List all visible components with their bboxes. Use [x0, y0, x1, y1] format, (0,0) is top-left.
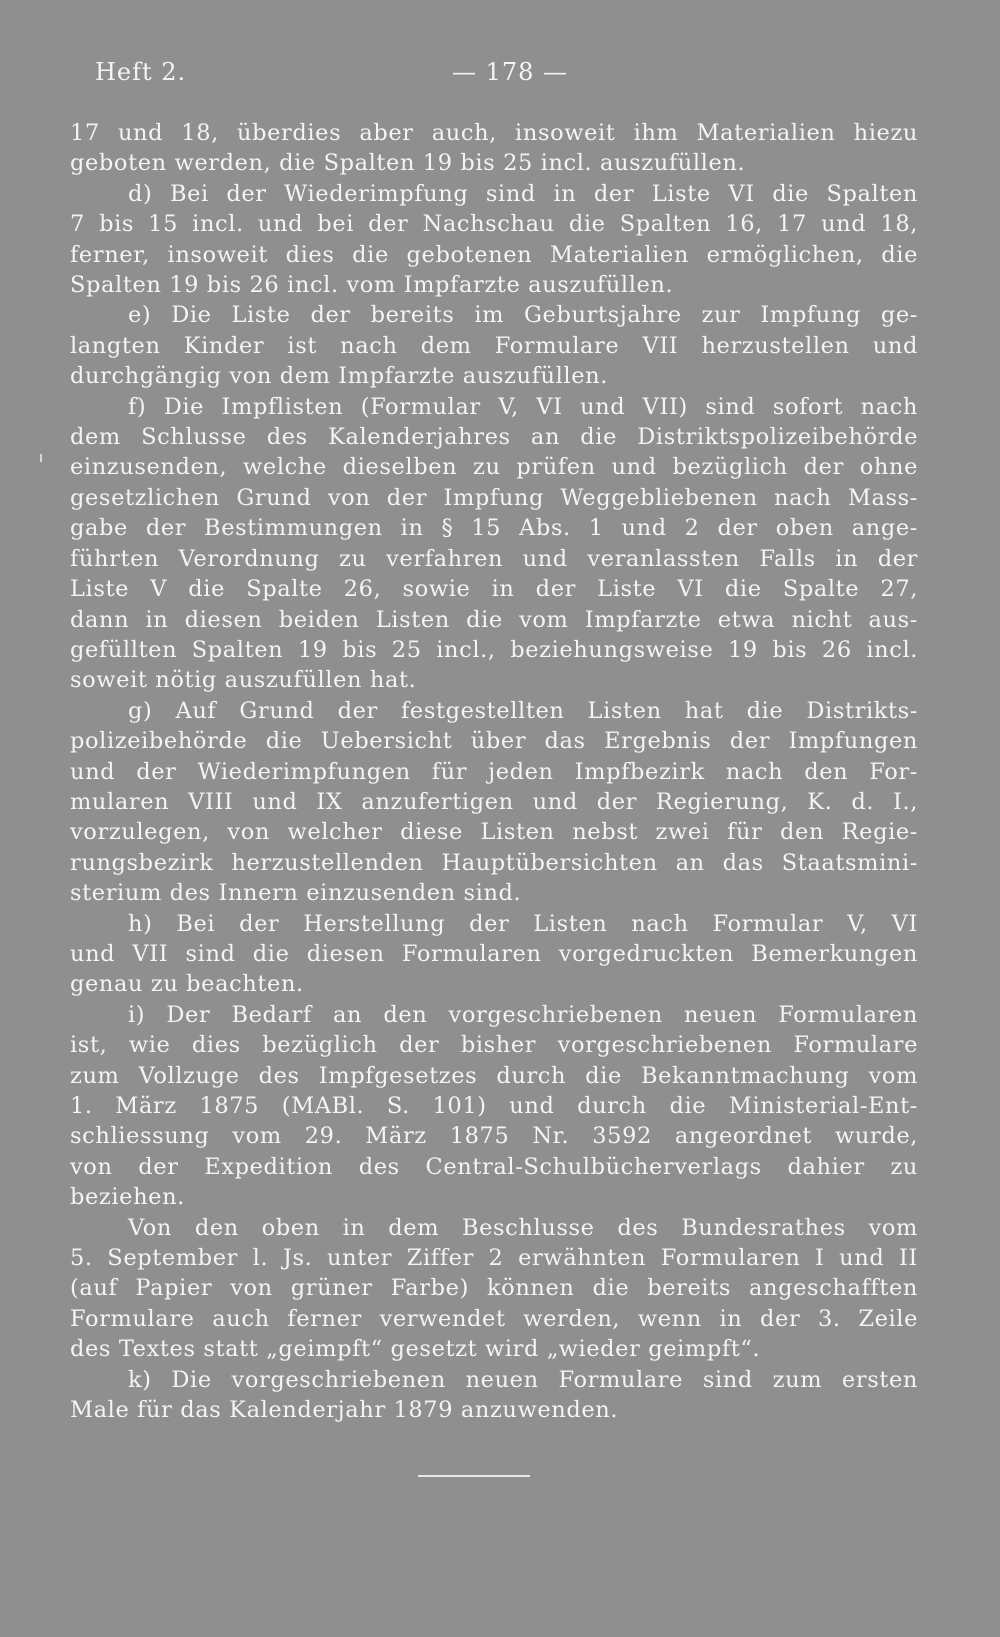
text-line: Spalten 19 bis 26 incl. vom Impfarzte auszufüllen. [70, 272, 674, 299]
text-line: 7 bis 15 incl. und bei der Nachschau die Spalten 16, 17 und 18, [70, 211, 918, 238]
text-line: k) Die vorgeschriebenen neuen Formulare sind zum ersten [128, 1366, 918, 1393]
text-line: g) Auf Grund der festgestellten Listen hat die Distrikts- [128, 697, 918, 724]
text-line: zum Vollzuge des Impfgesetzes durch die Bekanntmachung vom [70, 1062, 918, 1089]
text-line: gefüllten Spalten 19 bis 25 incl., beziehungsweise 19 bis 26 incl. [70, 636, 918, 663]
paragraph [70, 1000, 918, 1213]
text-line: 17 und 18, überdies aber auch, insoweit ihm Materialien hiezu [70, 120, 918, 146]
text-line: geboten werden, die Spalten 19 bis 25 incl. auszufüllen. [70, 150, 746, 177]
text-line: schliessung vom 29. März 1875 Nr. 3592 angeordnet wurde, [70, 1123, 918, 1150]
text-line: polizeibehörde die Uebersicht über das Ergebnis der Impfungen [70, 728, 918, 755]
paragraph [70, 179, 918, 301]
text-line: dem Schlusse des Kalenderjahres an die Distriktspolizeibehörde [70, 424, 918, 451]
paragraph [70, 909, 918, 1000]
text-line: langten Kinder ist nach dem Formulare VII herzustellen und [70, 332, 918, 359]
text-line: 5. September l. Js. unter Ziffer 2 erwähnten Formularen I und II [70, 1245, 918, 1272]
page-header [95, 58, 925, 98]
paragraph [70, 696, 918, 909]
text-line: ferner, insoweit dies die gebotenen Materialien ermöglichen, die [70, 241, 918, 268]
text-line: i) Der Bedarf an den vorgeschriebenen neuen Formularen [128, 1001, 918, 1028]
text-line: genau zu beachten. [70, 971, 304, 998]
text-line: h) Bei der Herstellung der Listen nach Formular V, VI [128, 910, 918, 937]
paragraph [70, 392, 918, 696]
text-line: und VII sind die diesen Formularen vorgedruckten Bemerkungen [70, 940, 918, 967]
text-line: Von den oben in dem Beschlusse des Bundesrathes vom [128, 1214, 918, 1241]
text-line: führten Verordnung zu verfahren und veranlassten Falls in der [70, 545, 918, 572]
end-rule [418, 1475, 530, 1477]
text-line: Formulare auch ferner verwendet werden, wenn in der 3. Zeile [70, 1305, 918, 1332]
text-line: von der Expedition des Central-Schulbücherverlags dahier zu [70, 1153, 918, 1180]
text-line: soweit nötig auszufüllen hat. [70, 667, 417, 694]
text-line: d) Bei der Wiederimpfung sind in der Liste VI die Spalten [128, 180, 918, 207]
text-line: 1. März 1875 (MABl. S. 101) und durch die Ministerial-Ent- [70, 1093, 918, 1119]
body-text [70, 118, 918, 1425]
text-line: mularen VIII und IX anzufertigen und der Regierung, K. d. I., [70, 788, 918, 815]
text-line: Male für das Kalenderjahr 1879 anzuwenden. [70, 1397, 619, 1424]
text-line: e) Die Liste der bereits im Geburtsjahre zur Impfung ge- [128, 302, 918, 329]
text-line: rungsbezirk herzustellenden Hauptübersichten an das Staatsmini- [70, 849, 918, 876]
text-line: des Textes statt „geimpft“ gesetzt wird „wieder geimpft“. [70, 1336, 761, 1363]
paragraph [70, 118, 918, 179]
text-line: sterium des Innern einzusenden sind. [70, 880, 522, 907]
text-line: vorzulegen, von welcher diese Listen nebst zwei für den Regie- [70, 819, 918, 846]
paragraph [70, 300, 918, 391]
text-line: beziehen. [70, 1184, 185, 1211]
text-line: gabe der Bestimmungen in § 15 Abs. 1 und 2 der oben ange- [70, 515, 918, 542]
paragraph [70, 1213, 918, 1365]
text-line: einzusenden, welche dieselben zu prüfen und bezüglich der ohne [70, 454, 918, 481]
page-number: — 178 — [451, 58, 569, 86]
margin-mark [40, 454, 42, 462]
text-line: (auf Papier von grüner Farbe) können die bereits angeschafften [70, 1275, 918, 1302]
issue-label: Heft 2. [95, 58, 187, 86]
text-line: Liste V die Spalte 26, sowie in der Liste VI die Spalte 27, [70, 576, 918, 603]
text-line: dann in diesen beiden Listen die vom Impfarzte etwa nicht aus- [70, 606, 918, 633]
text-line: gesetzlichen Grund von der Impfung Weggebliebenen nach Mass- [70, 484, 918, 511]
paragraph [70, 1365, 918, 1426]
text-line: durchgängig von dem Impfarzte auszufüllen. [70, 363, 608, 390]
text-line: ist, wie dies bezüglich der bisher vorgeschriebenen Formulare [70, 1032, 918, 1059]
text-line: f) Die Impflisten (Formular V, VI und VII) sind sofort nach [128, 393, 918, 420]
text-line: und der Wiederimpfungen für jeden Impfbezirk nach den For- [70, 758, 918, 785]
